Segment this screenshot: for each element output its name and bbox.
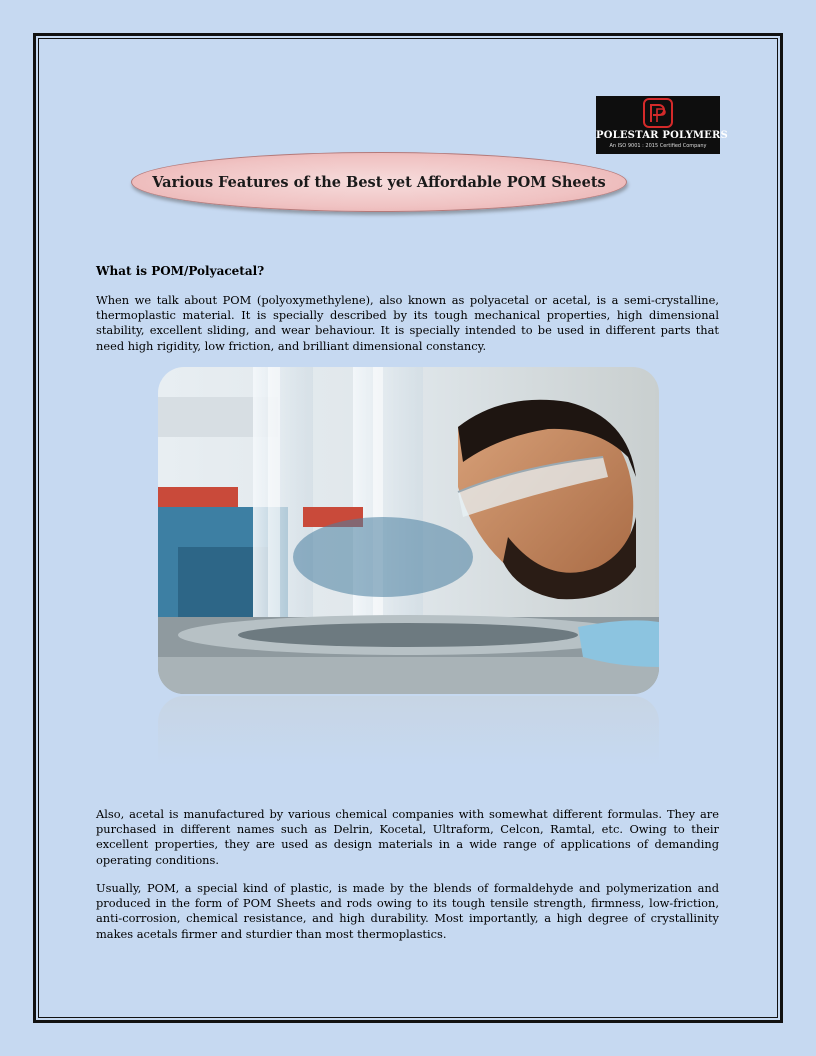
polestar-logo-icon bbox=[642, 97, 674, 129]
composition-paragraph: Usually, POM, a special kind of plastic, is made by the blends of formaldehyde and polymerization and produced in the form of POM Sheets and rods owing to its tough tensile strength, firmness, low-friction, anti-corrosion, chemical resistance, and high durability. Most importantly, a high degree of crystallinity makes acetals firmer and sturdier than most thermoplastics. bbox=[96, 881, 719, 941]
logo-company-name: POLESTAR POLYMERS bbox=[596, 130, 728, 141]
logo-tagline: An ISO 9001 : 2015 Certified Company bbox=[609, 143, 707, 149]
lab-scientist-photo bbox=[158, 367, 659, 694]
photo-reflection bbox=[158, 696, 659, 766]
title-banner bbox=[131, 152, 627, 212]
section-heading: What is POM/Polyacetal? bbox=[96, 264, 265, 278]
intro-paragraph: When we talk about POM (polyoxymethylene), also known as polyacetal or acetal, is a semi-crystalline, thermoplastic material. It is specially described by its tough mechanical properties, high dimensional stability, excellent sliding, and wear behaviour. It is specially intended to be used in different parts that need high rigidity, low friction, and brilliant dimensional constancy. bbox=[96, 293, 719, 353]
company-logo bbox=[596, 96, 728, 154]
manufacturing-paragraph: Also, acetal is manufactured by various chemical companies with somewhat different formulas. They are purchased in different names such as Delrin, Kocetal, Ultraform, Celcon, Ramtal, etc. Owing to their excellent properties, they are used as design materials in a wide range of applications of demanding operating conditions. bbox=[96, 807, 719, 867]
page-title: Various Features of the Best yet Affordable POM Sheets bbox=[152, 173, 606, 191]
